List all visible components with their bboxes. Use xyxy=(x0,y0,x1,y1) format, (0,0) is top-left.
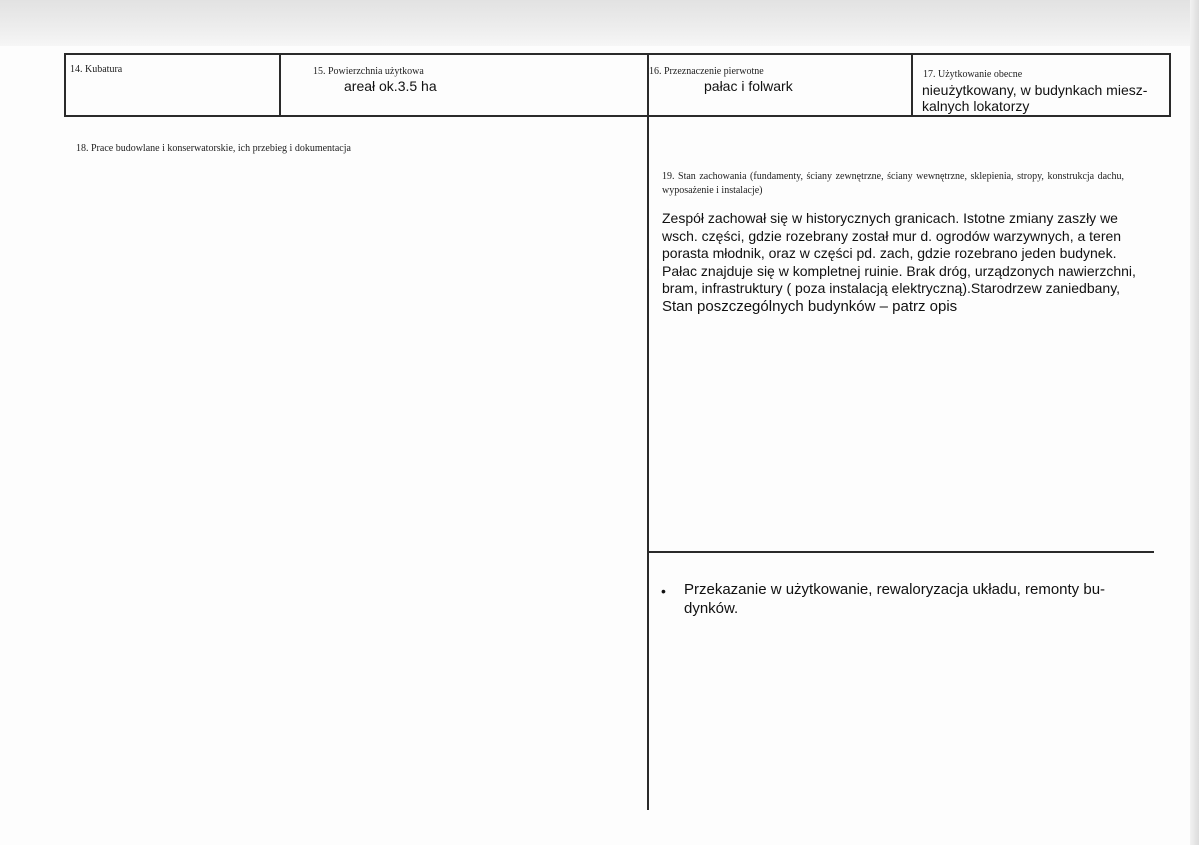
field-19-line: Pałac znajduje się w kompletnej ruinie. Brak dróg, urządzonych nawierzchni, xyxy=(662,262,1136,279)
field-19-bottom-border xyxy=(648,551,1154,553)
field-20-line: dynków. xyxy=(684,600,739,617)
scan-top-shadow xyxy=(0,0,1199,46)
field-20-line: Przekazanie w użytkowanie, rewaloryzacja układu, remonty bu- xyxy=(684,581,1106,598)
field-14-label: 14. Kubatura xyxy=(70,64,123,75)
field-19-line: porasta młodnik, oraz w części pd. zach, gdzie rozebrano jeden budynek. xyxy=(662,245,1117,261)
table-top-border xyxy=(64,53,1171,55)
col-divider-2 xyxy=(647,53,649,810)
field-16-value: pałac i folwark xyxy=(704,78,793,94)
field-19-line: Stan poszczególnych budynków – patrz opis xyxy=(662,297,958,315)
field-19-line: wsch. części, gdzie rozebrany został mur d. ogrodów warzywnych, a teren xyxy=(662,227,1122,244)
field-16-label: 16. Przeznaczenie pierwotne xyxy=(649,66,764,77)
field-17-label: 17. Użytkowanie obecne xyxy=(923,69,1023,80)
field-17-value-line-1: nieużytkowany, w budynkach miesz- xyxy=(922,82,1148,98)
field-19-text xyxy=(662,210,1136,315)
field-19-line: Zespół zachował się w historycznych granicach. Istotne zmiany zaszły we xyxy=(662,210,1118,226)
field-19-line: bram, infrastruktury ( poza instalacją elektryczną).Starodrzew zaniedbany, xyxy=(662,280,1121,296)
scan-right-edge xyxy=(1190,0,1199,845)
col-divider-3 xyxy=(911,53,913,117)
field-15-value: areał ok.3.5 ha xyxy=(344,78,437,94)
row-divider xyxy=(64,115,1171,117)
field-20-text xyxy=(684,580,1150,618)
col-divider-1 xyxy=(279,53,281,117)
field-15-label: 15. Powierzchnia użytkowa xyxy=(313,66,424,77)
table-left-border xyxy=(64,53,66,117)
table-right-border xyxy=(1169,53,1171,117)
field-17-value-line-2: kalnych lokatorzy xyxy=(922,98,1030,114)
bullet-icon: • xyxy=(661,583,666,599)
field-19-label: 19. Stan zachowania (fundamenty, ściany zewnętrzne, ściany wewnętrzne, sklepienia, stropy, konstrukcja dachu, wyposażenie i instalacje) xyxy=(662,171,1124,196)
field-18-label: 18. Prace budowlane i konserwatorskie, ich przebieg i dokumentacja xyxy=(76,143,351,154)
